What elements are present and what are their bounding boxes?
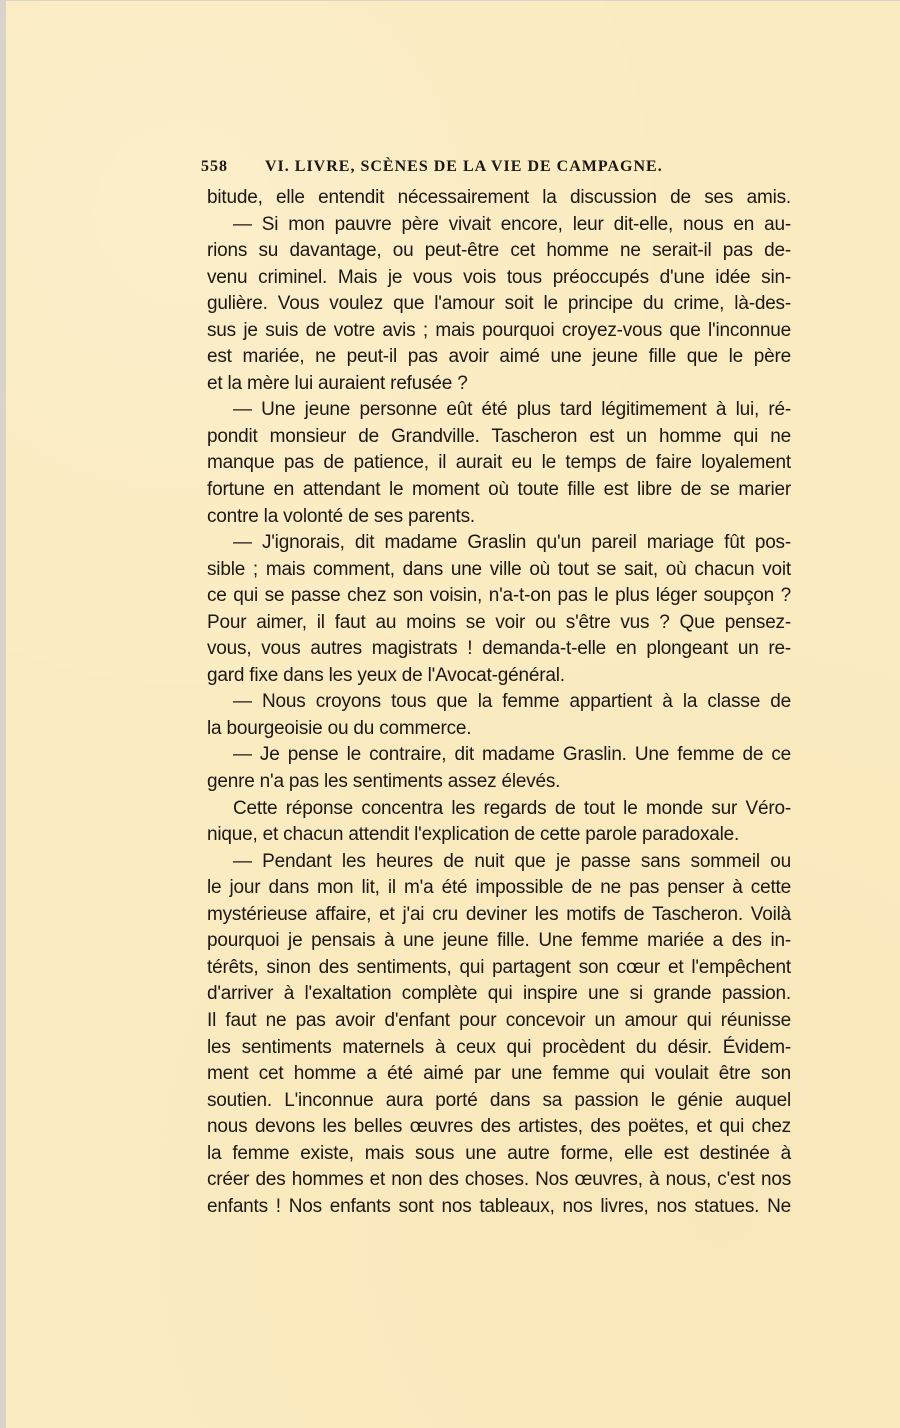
text-line: ce qui se passe chez son voisin, n'a-t-on pas le plus léger soupçon ? xyxy=(207,585,791,607)
text-line: d'arriver à l'exaltation complète qui inspire une si grande passion. xyxy=(207,983,791,1005)
text-line: — Je pense le contraire, dit madame Graslin. Une femme de ce xyxy=(233,744,791,766)
text-line: manque pas de patience, il aurait eu le temps de faire loyalement xyxy=(207,452,791,474)
text-line: rions su davantage, ou peut-être cet homme ne serait-il pas de- xyxy=(207,240,791,262)
text-line: le jour dans mon lit, il m'a été impossible de ne pas penser à cette xyxy=(207,877,791,899)
text-line: vous, vous autres magistrats ! demanda-t-elle en plongeant un re- xyxy=(207,638,791,660)
text-line: — J'ignorais, dit madame Graslin qu'un pareil mariage fût pos- xyxy=(233,532,791,554)
text-line: Pour aimer, il faut au moins se voir ou s'être vus ? Que pensez- xyxy=(207,611,791,633)
book-page xyxy=(6,1,900,1428)
text-line: — Si mon pauvre père vivait encore, leur dit-elle, nous en au- xyxy=(233,213,791,235)
text-line: — Nous croyons tous que la femme appartient à la classe de xyxy=(233,691,791,713)
text-line: sible ; mais comment, dans une ville où tout se sait, où chacun voit xyxy=(207,558,791,580)
text-line: pourquoi je pensais à une jeune fille. Une femme mariée a des in- xyxy=(207,930,791,952)
text-line: pondit monsieur de Grandville. Tascheron est un homme qui ne xyxy=(207,425,791,447)
text-line: gulière. Vous voulez que l'amour soit le principe du crime, là-des- xyxy=(207,293,791,315)
running-head xyxy=(201,158,801,180)
text-line: enfants ! Nos enfants sont nos tableaux, nos livres, nos statues. Ne xyxy=(207,1195,791,1217)
text-line: bitude, elle entendit nécessairement la discussion de ses amis. xyxy=(207,187,791,208)
text-line: la bourgeoisie ou du commerce. xyxy=(207,717,472,739)
text-line: la femme existe, mais sous une autre forme, elle est destinée à xyxy=(207,1142,791,1164)
text-line: ment cet homme a été aimé par une femme qui voulait être son xyxy=(207,1063,791,1085)
text-line: et la mère lui auraient refusée ? xyxy=(207,372,468,394)
text-line: les sentiments maternels à ceux qui procèdent du désir. Évidem- xyxy=(207,1036,791,1058)
text-line: — Une jeune personne eût été plus tard légitimement à lui, ré- xyxy=(233,399,791,421)
text-line: Il faut ne pas avoir d'enfant pour concevoir un amour qui réunisse xyxy=(207,1009,791,1031)
text-line: venu criminel. Mais je vous vois tous préoccupés d'une idée sin- xyxy=(207,266,791,288)
text-line: fortune en attendant le moment où toute fille est libre de se marier xyxy=(207,479,791,501)
running-title: VI. LIVRE, SCÈNES DE LA VIE DE CAMPAGNE. xyxy=(265,158,663,175)
page-number: 558 xyxy=(201,158,228,175)
text-line: soutien. L'inconnue aura porté dans sa passion le génie auquel xyxy=(207,1089,791,1111)
text-line: contre la volonté de ses parents. xyxy=(207,505,476,527)
text-line: mystérieuse affaire, et j'ai cru deviner les motifs de Tascheron. Voilà xyxy=(207,903,791,925)
text-line: Cette réponse concentra les regards de tout le monde sur Véro- xyxy=(233,797,791,819)
text-line: créer des hommes et non des choses. Nos œuvres, à nous, c'est nos xyxy=(207,1169,791,1191)
text-line: genre n'a pas les sentiments assez élevés. xyxy=(207,771,561,793)
text-line: nique, et chacun attendit l'explication de cette parole paradoxale. xyxy=(207,824,740,846)
text-line: nous devons les belles œuvres des artistes, des poëtes, et qui chez xyxy=(207,1116,791,1138)
text-line: sus je suis de votre avis ; mais pourquoi croyez-vous que l'inconnue xyxy=(207,319,791,341)
body-text xyxy=(207,185,791,1220)
text-line: est mariée, ne peut-il pas avoir aimé une jeune fille que le père xyxy=(207,346,791,368)
text-line: — Pendant les heures de nuit que je passe sans sommeil ou xyxy=(233,850,791,872)
text-line: térêts, sinon des sentiments, qui partagent son cœur et l'empêchent xyxy=(207,956,791,978)
text-line: gard fixe dans les yeux de l'Avocat-général. xyxy=(207,664,565,686)
